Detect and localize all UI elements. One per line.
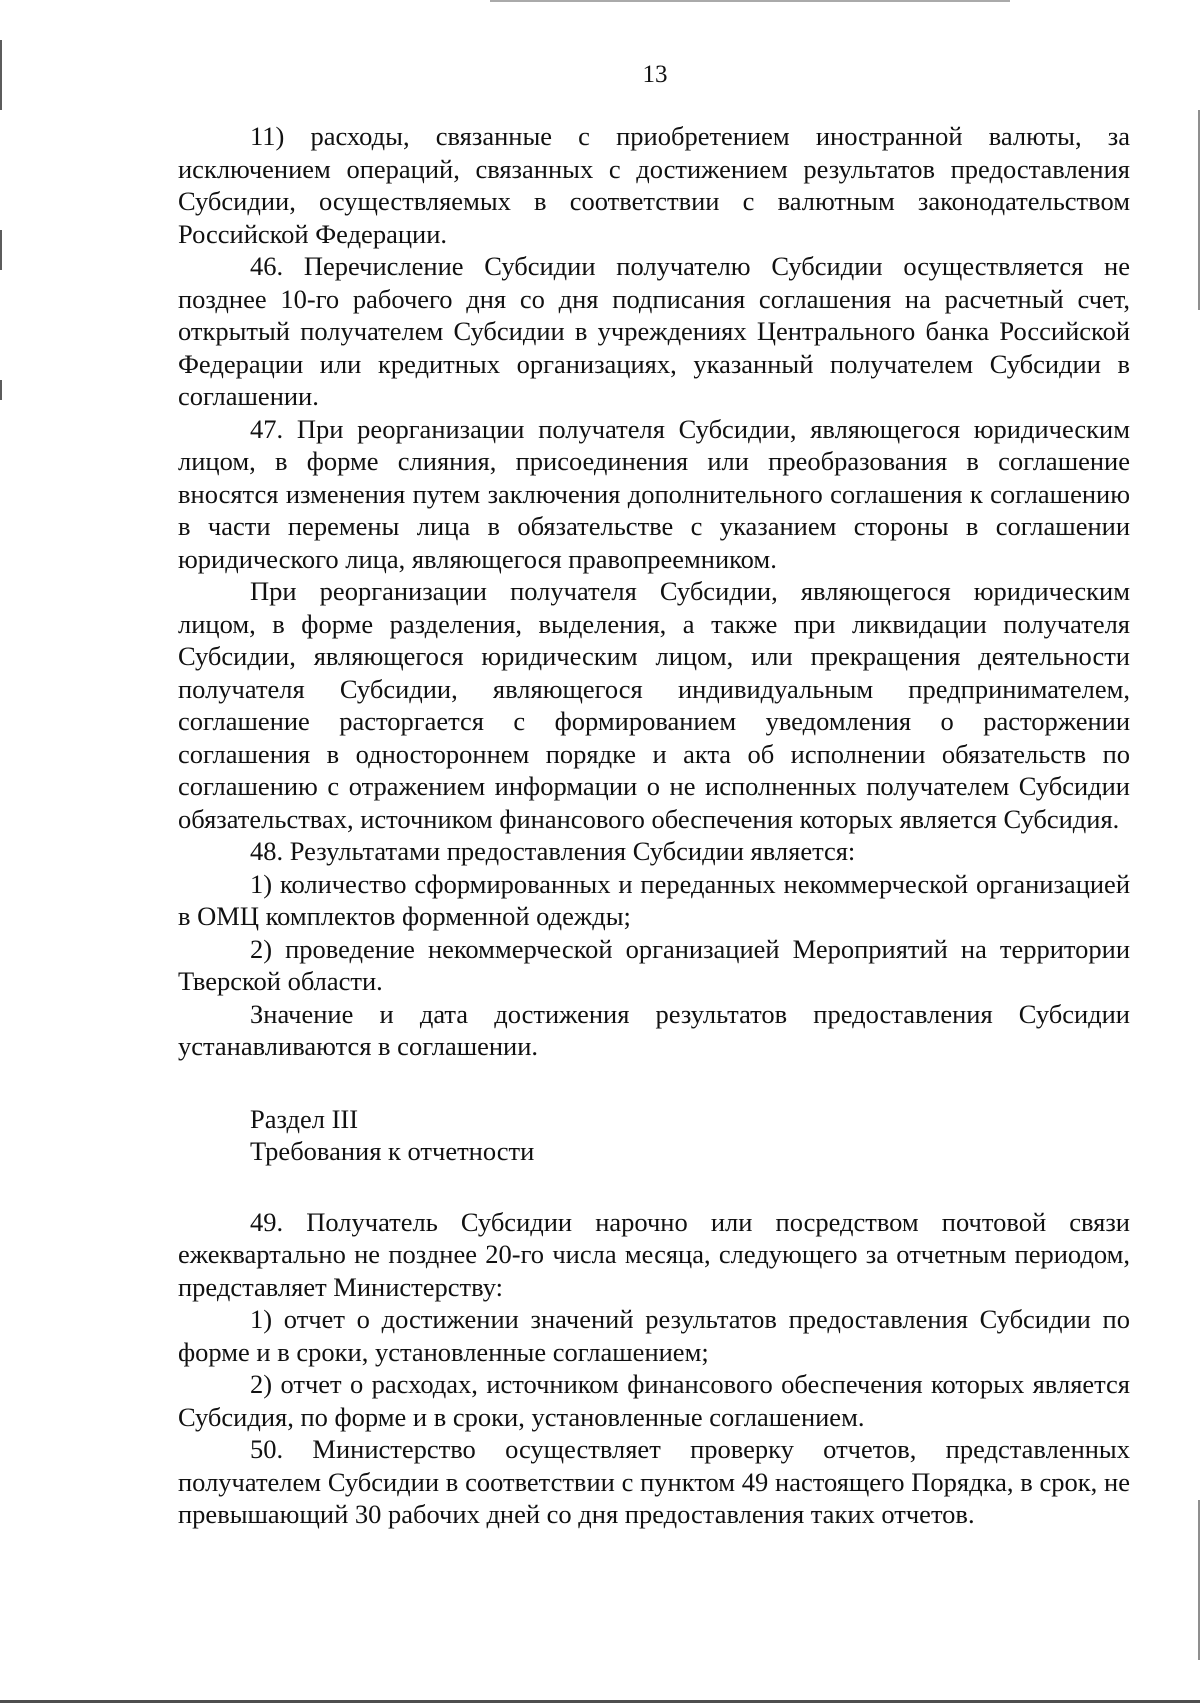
scan-artifact-top	[490, 0, 1010, 2]
paragraph-49-item-1: 1) отчет о достижении значений результатов предоставления Субсидии по форме и в сроки, установленные соглашением;	[178, 1304, 1130, 1367]
document-body	[178, 120, 1130, 1531]
section-number: Раздел III	[250, 1103, 359, 1134]
paragraph-50: 50. Министерство осуществляет проверку отчетов, представленных получателем Субсидии в соответствии с пунктом 49 настоящего Порядка, в срок, не превышающий 30 рабочих дней со дня предоставления таких отчетов.	[178, 1434, 1130, 1529]
paragraph-47-continued: При реорганизации получателя Субсидии, являющегося юридическим лицом, в форме разделения, выделения, а также при ликвидации получателя Субсидии, являющегося юридическим лицом, или прекращения деятельности получателя Субсидии, являющегося индивидуальным предпринимателем, соглашение расторгается с формированием уведомления о расторжении соглашения в одностороннем порядке и акта об исполнении обязательств по соглашению с отражением информации о не исполненных получателем Субсидии обязательствах, источником финансового обеспечения которых является Субсидия.	[178, 576, 1130, 834]
paragraph-48: 48. Результатами предоставления Субсидии является:	[250, 836, 856, 866]
paragraph-48-item-1: 1) количество сформированных и переданных некоммерческой организацией в ОМЦ комплектов форменной одежды;	[178, 868, 1130, 931]
page-number: 13	[642, 61, 668, 88]
section-title: Требования к отчетности	[250, 1136, 535, 1166]
paragraph-49-item-2: 2) отчет о расходах, источником финансового обеспечения которых является Субсидия, по форме и в сроки, установленные соглашением.	[178, 1369, 1130, 1432]
section-header	[178, 1103, 1130, 1168]
scan-artifact-left	[0, 380, 2, 400]
paragraph-48-item-2: 2) проведение некоммерческой организацией Мероприятий на территории Тверской области.	[178, 933, 1130, 996]
paragraph-46: 46. Перечисление Субсидии получателю Субсидии осуществляется не позднее 10-го рабочего дня со дня подписания соглашения на расчетный счет, открытый получателем Субсидии в учреждениях Центрального банка Российской Федерации или кредитных организациях, указанный получателем Субсидии в соглашении.	[178, 251, 1130, 411]
paragraph-item-11: 11) расходы, связанные с приобретением иностранной валюты, за исключением операций, связанных с достижением результатов предоставления Субсидии, осуществляемых в соответствии с валютным законодательством Российской Федерации.	[178, 121, 1130, 249]
paragraph-49: 49. Получатель Субсидии нарочно или посредством почтовой связи ежеквартально не позднее 20-го числа месяца, следующего за отчетным периодом, представляет Министерству:	[178, 1206, 1130, 1302]
scan-artifact-left	[0, 230, 2, 270]
paragraph-47: 47. При реорганизации получателя Субсидии, являющегося юридическим лицом, в форме слияния, присоединения или преобразования в соглашение вносятся изменения путем заключения дополнительного соглашения к соглашению в части перемены лица в обязательстве с указанием стороны в соглашении юридического лица, являющегося правопреемником.	[178, 413, 1130, 574]
paragraph-48-closing: Значение и дата достижения результатов предоставления Субсидии устанавливаются в соглашении.	[178, 998, 1130, 1061]
